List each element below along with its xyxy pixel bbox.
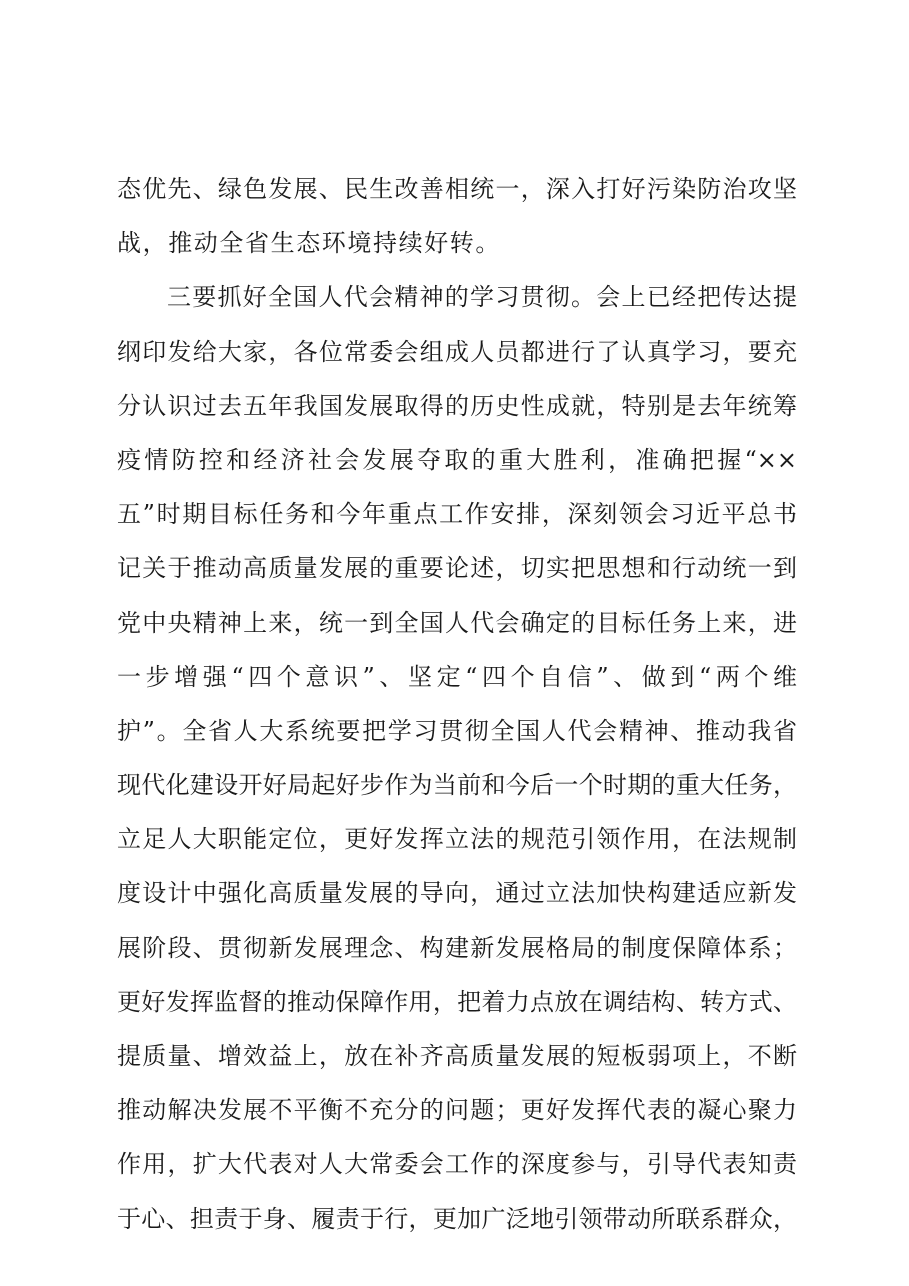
- text-line: 战，推动全省生态环境持续好转。: [117, 229, 501, 258]
- paragraph-first-line: 三要抓好全国人代会精神的学习贯彻。会上已经把传达提: [167, 283, 797, 312]
- text-line: 提质量、增效益上，放在补齐高质量发展的短板弱项上，不断: [117, 1042, 797, 1070]
- text-line: 现代化建设开好局起好步作为当前和今后一个时期的重大任务，: [117, 771, 797, 800]
- text-line: 一步增强“四个意识”、坚定“四个自信”、做到“两个维: [117, 662, 797, 691]
- text-line: 态优先、绿色发展、民生改善相统一，深入打好污染防治攻坚: [117, 175, 797, 203]
- text-line: 于心、担责于身、履责于行，更加广泛地引领带动所联系群众，: [117, 1204, 797, 1233]
- text-line: 更好发挥监督的推动保障作用，把着力点放在调结构、转方式、: [117, 987, 797, 1016]
- text-line: 记关于推动高质量发展的重要论述，切实把思想和行动统一到: [117, 554, 797, 583]
- text-line: 度设计中强化高质量发展的导向，通过立法加快构建适应新发: [117, 879, 797, 908]
- text-line: 立足人大职能定位，更好发挥立法的规范引领作用，在法规制: [117, 825, 797, 854]
- text-line: 作用，扩大代表对人大常委会工作的深度参与，引导代表知责: [117, 1150, 797, 1179]
- body-text: [117, 162, 797, 1246]
- text-line: 纲印发给大家，各位常委会组成人员都进行了认真学习，要充: [117, 337, 797, 366]
- text-line: 五”时期目标任务和今年重点工作安排，深刻领会习近平总书: [117, 500, 797, 529]
- text-line: 疫情防控和经济社会发展夺取的重大胜利，准确把握“××: [117, 445, 797, 474]
- text-line: 党中央精神上来，统一到全国人代会确定的目标任务上来，进: [117, 608, 797, 637]
- text-line: 展阶段、贯彻新发展理念、构建新发展格局的制度保障体系；: [117, 933, 797, 962]
- text-line: 推动解决发展不平衡不充分的问题；更好发挥代表的凝心聚力: [117, 1096, 797, 1125]
- text-line: 护”。全省人大系统要把学习贯彻全国人代会精神、推动我省: [117, 716, 797, 745]
- text-line: 分认识过去五年我国发展取得的历史性成就，特别是去年统筹: [117, 391, 797, 420]
